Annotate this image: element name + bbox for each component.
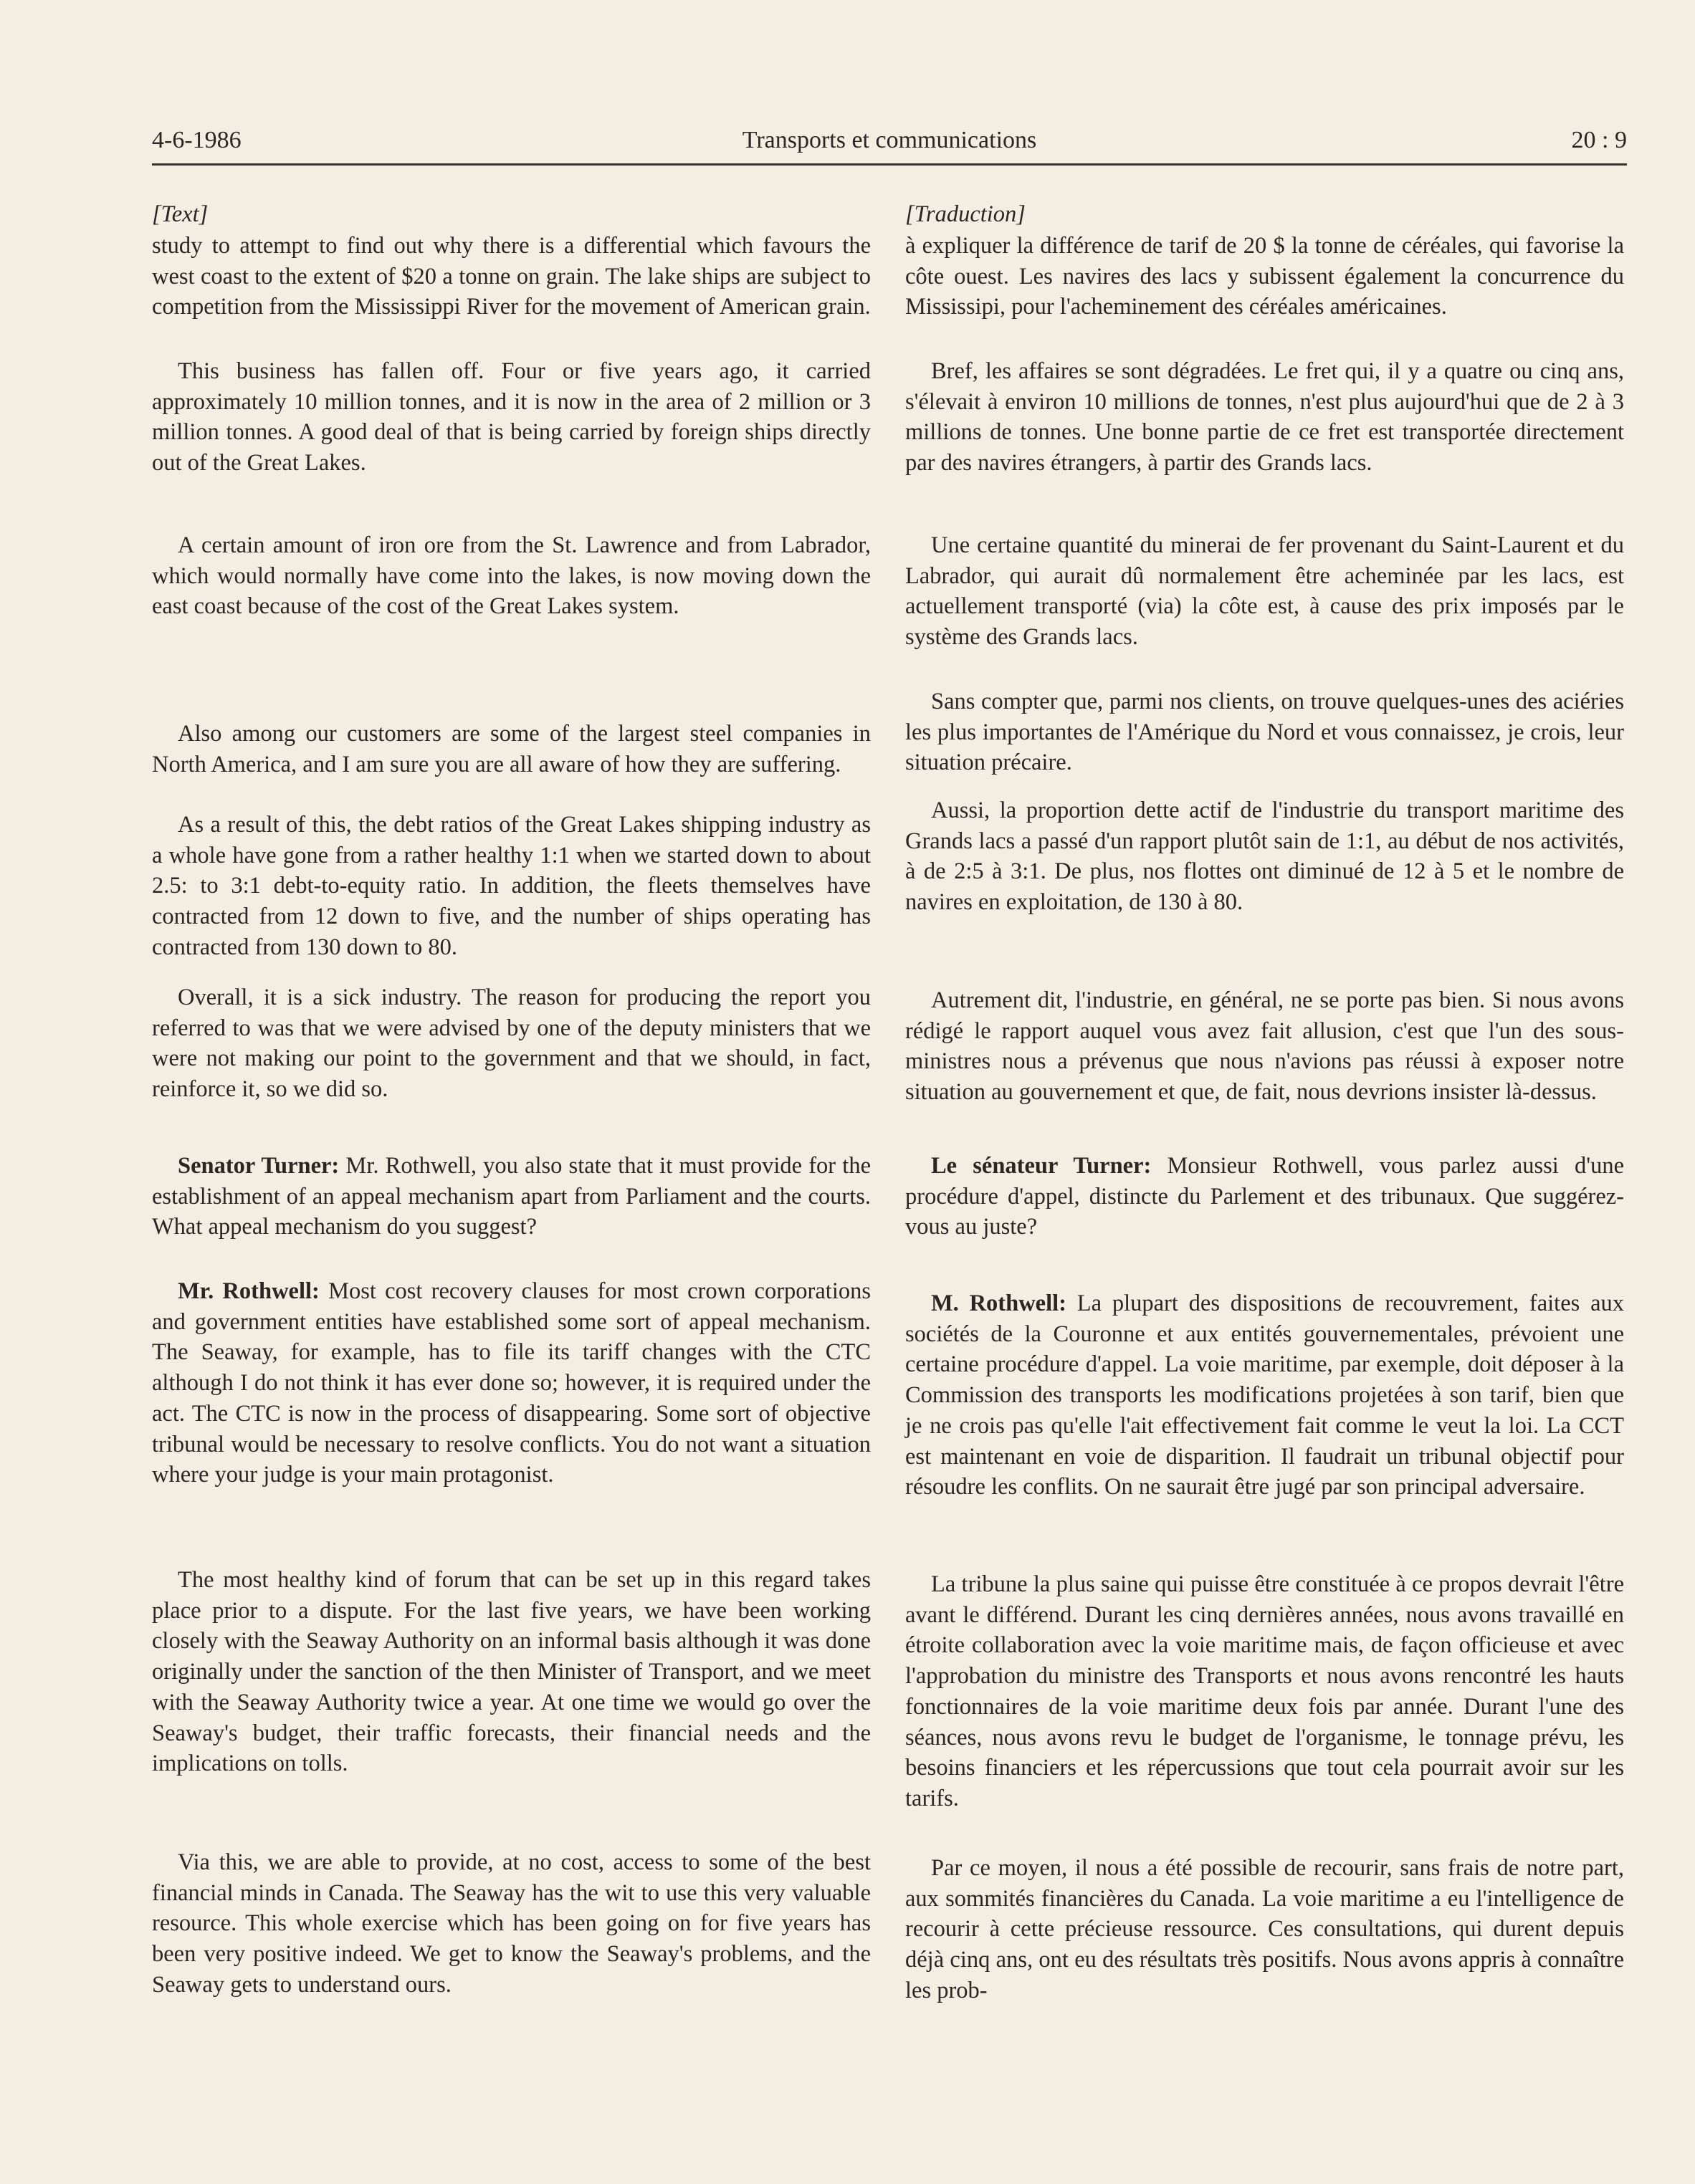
paragraph: As a result of this, the debt ratios of the Great Lakes shipping industry as a whole have gone from a rather healthy 1:1 when we started down to about 2.5: to 3:1 debt-to-equity ratio. In addition, the fleets themselves have contracted from 12 down to five, and the number of ships operating has contracted from 130 down to 80. — [152, 812, 871, 960]
speaker-name: Mr. Rothwell: — [178, 1278, 320, 1304]
paragraph: Overall, it is a sick industry. The reason for producing the report you referred to was that we were advised by one of the deputy ministers that we were not making our point to the government and that we should, in fact, reinforce it, so we did so. — [152, 985, 871, 1103]
paragraph: Par ce moyen, il nous a été possible de recourir, sans frais de notre part, aux sommités financières du Canada. La voie maritime a eu l'intelligence de recourir à cette précieuse ressource. Ces consultations, qui durent depuis déjà cinq ans, ont eu des résultats très positifs. Nous avons appris à connaître les prob- — [905, 1855, 1624, 2003]
paragraph: à expliquer la différence de tarif de 20 $ la tonne de céréales, qui favorise la côte ouest. Les navires des lacs y subissent également la concurrence du Mississipi, pour l'acheminement des céréales américaines. — [905, 233, 1624, 320]
paragraph: La tribune la plus saine qui puisse être constituée à ce propos devrait l'être avant le différend. Durant les cinq dernières années, nous avons travaillé en étroite collaboration avec la voie maritime mais, de façon officieuse et avec l'approbation du ministre des Transports et nous avons rencontré les hauts fonctionnaires de la voie maritime deux fois par année. Durant l'une des séances, nous avons revu le budget de l'organisme, le tonnage prévu, les besoins financiers et les répercussions que tout cela pourrait avoir sur les tarifs. — [905, 1571, 1624, 1811]
section-label-traduction: [Traduction] — [905, 201, 1026, 227]
paragraph: Aussi, la proportion dette actif de l'industrie du transport maritime des Grands lacs a passé d'un rapport plutôt sain de 1:1, au début de nos activités, à de 2:5 à 3:1. De plus, nos flottes ont diminué de 12 à 5 et le nombre de navires en exploitation, de 130 à 80. — [905, 798, 1624, 916]
speaker-name: M. Rothwell: — [931, 1290, 1066, 1316]
paragraph: Also among our customers are some of the largest steel companies in North America, and I am sure you are all aware of how they are suffering. — [152, 721, 871, 777]
speaker-name: Senator Turner: — [178, 1153, 340, 1179]
section-label-text: [Text] — [152, 201, 209, 227]
header-title: Transports et communications — [742, 127, 1037, 153]
paragraph: Sans compter que, parmi nos clients, on trouve quelques-unes des aciéries les plus importantes de l'Amérique du Nord et vous connaissez, je crois, leur situation précaire. — [905, 689, 1624, 776]
speech-mr-rothwell — [152, 1276, 871, 1490]
paragraph: study to attempt to find out why there is a differential which favours the west coast to the extent of $20 a tonne on grain. The lake ships are subject to competition from the Mississippi River for the movement of American grain. — [152, 233, 871, 320]
speech-text: Mr. Rothwell, you also state that it must provide for the establishment of an appeal mechanism apart from Parliament and the courts. What appeal mechanism do you suggest? — [152, 1153, 871, 1240]
speech-le-senateur-turner — [905, 1151, 1624, 1242]
speaker-name: Le sénateur Turner: — [931, 1153, 1152, 1179]
header-date: 4-6-1986 — [152, 127, 242, 153]
paragraph: Via this, we are able to provide, at no cost, access to some of the best financial minds in Canada. The Seaway has the wit to use this very valuable resource. This whole exercise which has been going on for five years has been very positive indeed. We get to know the Seaway's problems, and the Seaway gets to understand ours. — [152, 1849, 871, 1998]
paragraph: Bref, les affaires se sont dégradées. Le fret qui, il y a quatre ou cinq ans, s'élevait à environ 10 millions de tonnes, n'est plus aujourd'hui que de 2 à 3 millions de tonnes. Une bonne partie de ce fret est transportée directement par des navires étrangers, à partir des Grands lacs. — [905, 358, 1624, 476]
page-header — [152, 120, 1627, 166]
speech-text: La plupart des dispositions de recouvrement, faites aux sociétés de la Couronne et aux entités gouvernementales, prévoient une certaine procédure d'appel. La voie maritime, par exemple, doit déposer à la Commission des transports les modifications projetées à son tarif, bien que je ne crois pas qu'elle l'ait effectivement fait comme le veut la loi. La CCT est maintenant en voie de disparition. Il faudrait un tribunal objectif pour résoudre les conflits. On ne saurait être jugé par son principal adversaire. — [905, 1290, 1624, 1500]
speech-senator-turner — [152, 1151, 871, 1242]
speech-text: Most cost recovery clauses for most crown corporations and government entities have established some sort of appeal mechanism. The Seaway, for example, has to file its tariff changes with the CTC although I do not think it has ever done so; however, it is required under the act. The CTC is now in the process of disappearing. Some sort of objective tribunal would be necessary to resolve conflicts. You do not want a situation where your judge is your main protagonist. — [152, 1278, 871, 1488]
speech-text: Monsieur Rothwell, vous parlez aussi d'une procédure d'appel, distincte du Parlement et des tribunaux. Que suggérez-vous au juste? — [905, 1153, 1624, 1240]
paragraph: This business has fallen off. Four or five years ago, it carried approximately 10 million tonnes, and it is now in the area of 2 million or 3 million tonnes. A good deal of that is being carried by foreign ships directly out of the Great Lakes. — [152, 358, 871, 476]
paragraph: Une certaine quantité du minerai de fer provenant du Saint-Laurent et du Labrador, qui aurait dû normalement être acheminée par les lacs, est actuellement transporté (via) la côte est, à cause des prix imposés par le système des Grands lacs. — [905, 532, 1624, 651]
paragraph: The most healthy kind of forum that can be set up in this regard takes place prior to a dispute. For the last five years, we have been working closely with the Seaway Authority on an informal basis although it was done originally under the sanction of the then Minister of Transport, and we meet with the Seaway Authority twice a year. At one time we would go over the Seaway's budget, their traffic forecasts, their financial needs and the implications on tolls. — [152, 1567, 871, 1777]
paragraph: A certain amount of iron ore from the St. Lawrence and from Labrador, which would normally have come into the lakes, is now moving down the east coast because of the cost of the Great Lakes system. — [152, 532, 871, 620]
header-page-number: 20 : 9 — [1571, 127, 1627, 153]
speech-m-rothwell — [905, 1288, 1624, 1503]
paragraph: Autrement dit, l'industrie, en général, ne se porte pas bien. Si nous avons rédigé le rapport auquel vous avez fait allusion, c'est que l'un des sous-ministres nous a prévenus que nous n'avions pas réussi à exposer notre situation au gouvernement et que, de fait, nous devrions insister là-dessus. — [905, 987, 1624, 1106]
